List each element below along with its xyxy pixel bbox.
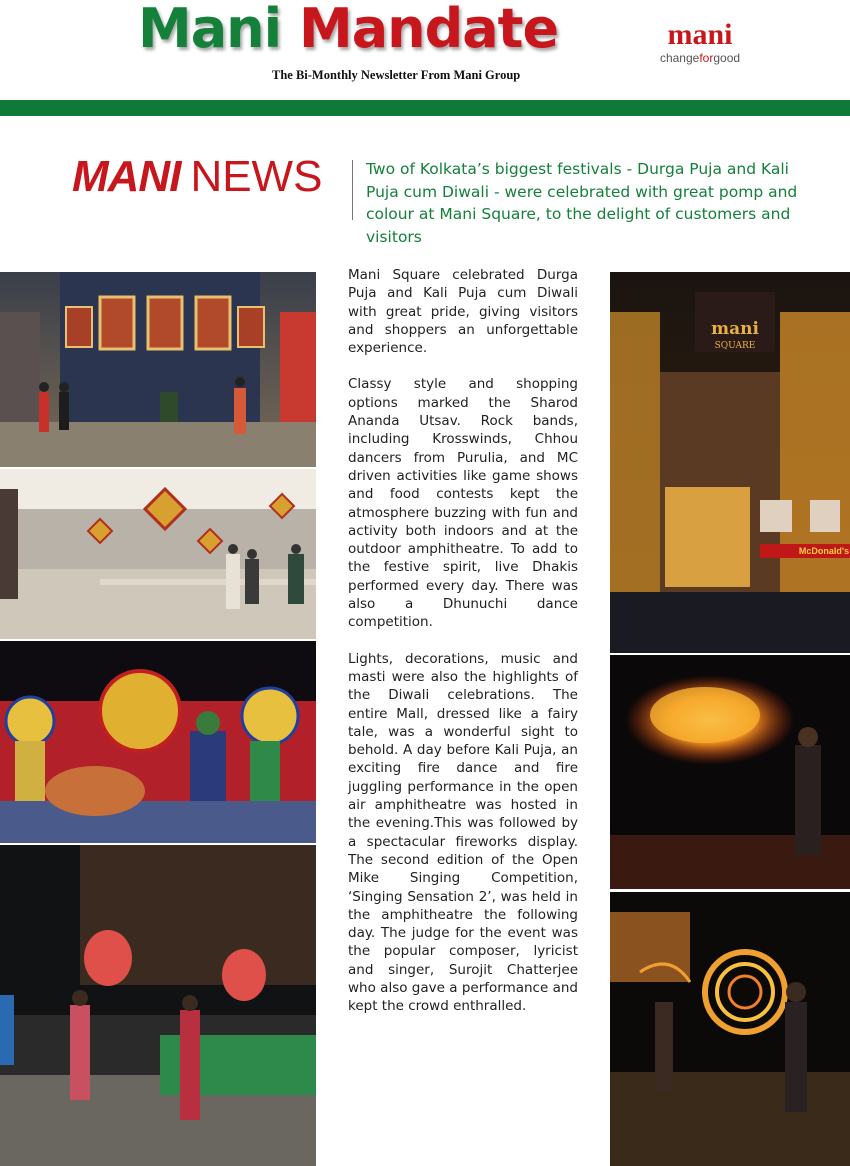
photo-chhou-dancers-stage bbox=[0, 641, 316, 843]
tagline-part-good: good bbox=[713, 51, 741, 65]
section-divider bbox=[352, 160, 353, 220]
section-title-light: NEWS bbox=[190, 152, 323, 201]
newsletter-subtitle: The Bi-Monthly Newsletter From Mani Group bbox=[272, 68, 521, 82]
photo-sky-lanterns-amphitheatre bbox=[0, 845, 316, 1166]
facade-sign-square: SQUARE bbox=[714, 341, 756, 351]
section-intro: Two of Kolkata’s biggest festivals - Durga Puja and Kali Puja cum Diwali - were celebrated with great pomp and colour at Mani Square, to the delight of customers and visitors bbox=[366, 160, 798, 246]
facade-sign-mcdonalds: McDonald's bbox=[798, 546, 850, 556]
facade-sign-mani: mani bbox=[711, 319, 759, 339]
newsletter-title-word2: Mandate bbox=[298, 0, 559, 60]
photo-mall-interior-decorations bbox=[0, 469, 316, 639]
mani-logo bbox=[648, 20, 752, 66]
section-title-bold: MANI bbox=[72, 152, 181, 201]
mani-logo-tagline bbox=[648, 50, 752, 66]
tagline-part-change: change bbox=[659, 51, 700, 65]
article-paragraph-3: Lights, decorations, music and masti were also the highlights of the Diwali celebrations. The entire Mall, dressed like a fairy tale, was a wonderful sight to behold. A day before Kali Puja, an exciting fire dance and fire juggling performance in the open air amphitheatre was hosted in the evening.This was followed by a spectacular fireworks display. The second edition of the Open Mike Singing Competition, ‘Singing Sensation 2’, was held in the amphitheatre the following day. The judge for the event was the popular composer, lyricist and singer, Surojit Chatterjee who also gave a performance and kept the crowd enthralled. bbox=[348, 650, 578, 1015]
masthead bbox=[0, 0, 850, 100]
photo-mani-square-facade-night bbox=[610, 272, 850, 653]
photo-mall-atrium-durga-puja bbox=[0, 272, 316, 467]
photo-fire-breathing-performer bbox=[610, 655, 850, 889]
section-title bbox=[72, 152, 322, 202]
newsletter-title bbox=[138, 0, 558, 64]
photo-fire-juggling-performance bbox=[610, 892, 850, 1166]
article-body bbox=[348, 266, 578, 1034]
header-rule bbox=[0, 100, 850, 116]
article-paragraph-2: Classy style and shopping options marked the Sharod Ananda Utsav. Rock bands, including Krosswinds, Chhou dancers from Purulia, and MC driven activities like game shows and food contests kept the atmosphere buzzing with fun and activity both indoors and at the outdoor amphitheatre. To add to the festive spirit, live Dhakis performed every day. There was also a Dhunuchi dance competition. bbox=[348, 376, 578, 631]
tagline-part-for: for bbox=[699, 51, 714, 65]
mani-logo-name: mani bbox=[667, 18, 733, 51]
newsletter-title-word1: Mani bbox=[138, 0, 282, 60]
article-paragraph-1: Mani Square celebrated Durga Puja and Kali Puja cum Diwali with great pride, giving visitors and shoppers an unforgettable experience. bbox=[348, 267, 578, 357]
